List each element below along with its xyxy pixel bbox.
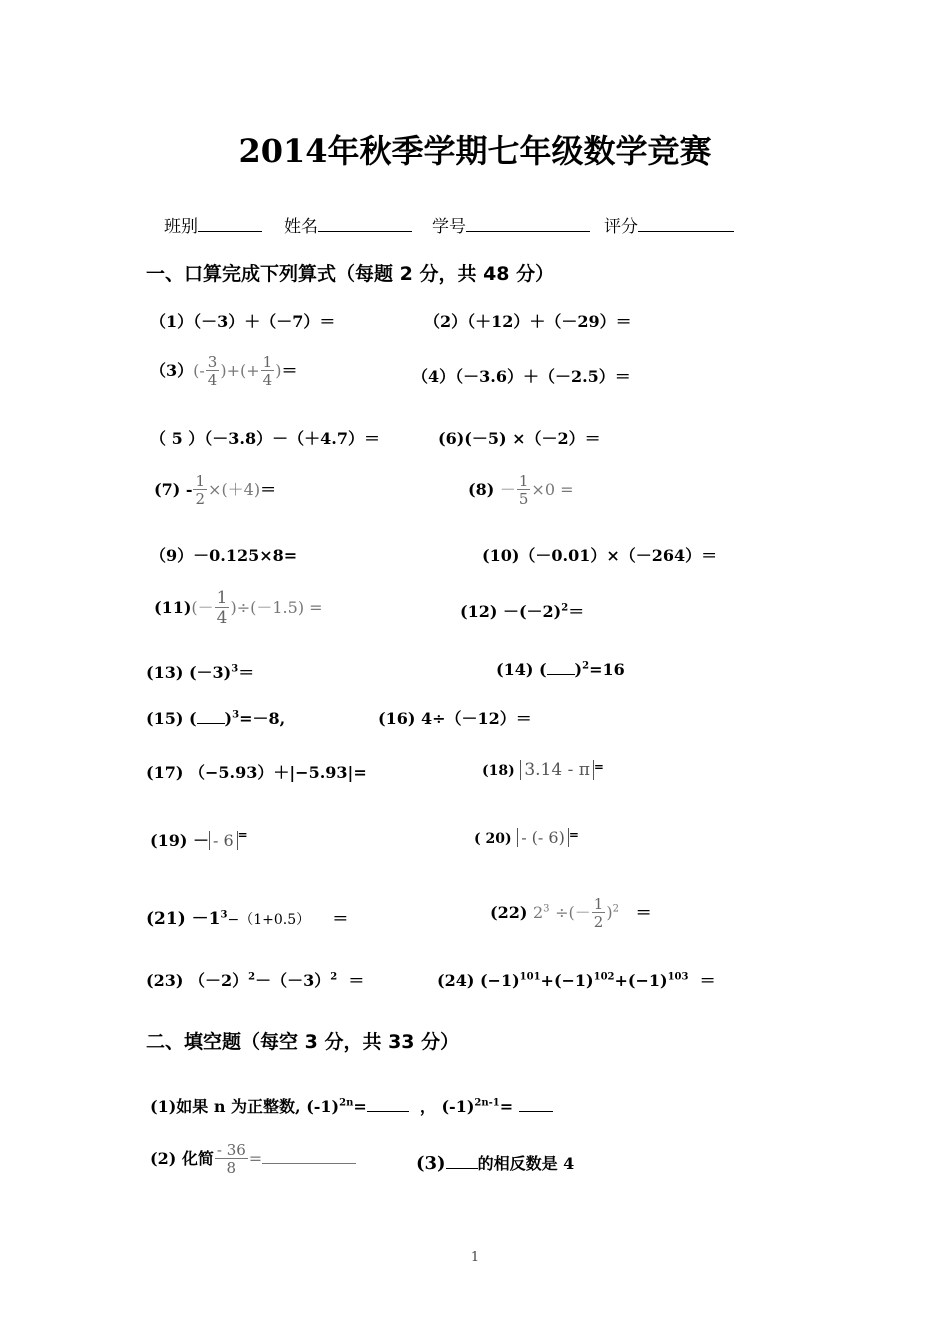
question-22: (22) $2^3$ ÷(－ $\frac{1}{2}$ )$^2$ ＝	[490, 895, 652, 931]
number-field[interactable]: 学号	[432, 212, 590, 237]
question-18: (18) 3.14 - π =	[482, 760, 604, 780]
question-21: $(21) -1^3-(1+0.5)$ ＝	[146, 909, 349, 929]
fill-question-2: (2) 化简 $\frac{- 36}{8}$ =	[150, 1143, 356, 1176]
question-15: (15) ( )$^3$=－8,	[146, 709, 286, 728]
question-10: (10)（－0.01）×（－264）＝	[482, 546, 718, 565]
question-8: (8) － $\frac{1}{5}$ ×0 =	[468, 472, 574, 508]
question-17: (17) （−5.93）＋|−5.93|=	[146, 763, 367, 782]
question-2: （2）（＋12）＋（－29）＝	[424, 312, 632, 331]
question-4: （4）（－3.6）＋（－2.5）＝	[412, 367, 631, 386]
name-field[interactable]: 姓名	[284, 212, 412, 237]
question-3: （3）(- $\frac{3}{4}$ )+(+ $\frac{1}{4}$ )＝	[150, 353, 298, 389]
question-24: (24) $(-1)^{101}+(-1)^{102}+(-1)^{103}$ ＝	[437, 971, 716, 990]
fill-question-1: (1)如果 n 为正整数, $(-1)^{2n}=$ ， $(-1)^{2n-1}=$	[150, 1094, 553, 1117]
class-field[interactable]: 班别	[164, 212, 262, 237]
question-23: (23) $(-2)^2-(-3)^2$ ＝	[146, 971, 365, 990]
question-20: ( 20) - (- 6) =	[474, 828, 579, 847]
score-field[interactable]: 评分	[604, 212, 734, 237]
question-19: (19) － - 6 =	[150, 828, 248, 850]
question-14: (14) ( )$^2$=16	[496, 660, 625, 679]
question-5: （ 5 ）（－3.8）－（＋4.7）＝	[150, 429, 380, 448]
question-13: (13) $(-3)^3=$	[146, 663, 255, 682]
question-1: （1）（－3）＋（－7）＝	[150, 312, 336, 331]
fill-question-3: (3) 的相反数是 4	[416, 1153, 575, 1174]
question-7: (7) - $\frac{1}{2}$ ×(＋4)＝	[154, 472, 277, 508]
question-6: (6)(－5) ×（－2）＝	[438, 429, 601, 448]
question-16: (16) 4÷（－12）＝	[378, 709, 532, 728]
page-number: 1	[470, 1250, 480, 1265]
question-9: （9）－0.125×8=	[150, 546, 298, 565]
section2-heading: 二、填空题（每空 3 分，共 33 分）	[146, 1031, 460, 1053]
section1-heading: 一、口算完成下列算式（每题 2 分，共 48 分）	[146, 263, 555, 285]
question-12: $(12) -(-2)^2=$	[460, 602, 585, 621]
page-title: 2014年秋季学期七年级数学竞赛	[238, 132, 712, 170]
question-11: (11)(－ $\frac{1}{4}$ )÷(－1.5) =	[154, 588, 323, 628]
